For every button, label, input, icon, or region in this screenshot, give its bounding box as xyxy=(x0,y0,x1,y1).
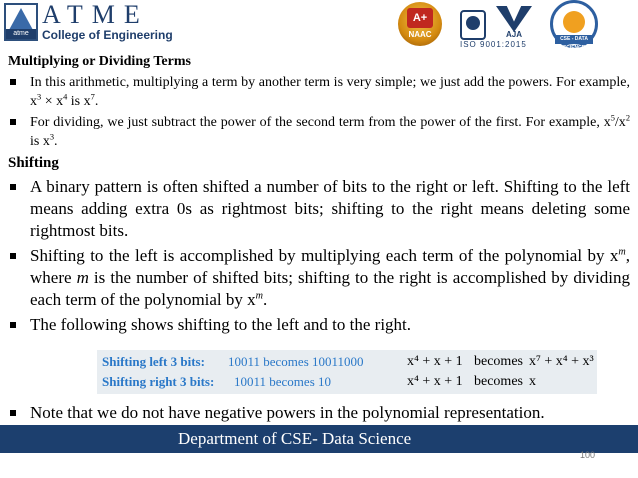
bullet-no-negative: Note that we do not have negative powers in the polynomial representation. xyxy=(8,402,630,424)
department-seal-icon xyxy=(550,0,598,51)
slide-content xyxy=(8,53,630,336)
row2-result: x xyxy=(529,374,536,389)
atme-logo xyxy=(4,3,38,41)
ukas-badge-icon xyxy=(460,10,486,40)
header xyxy=(0,0,638,50)
seal-ribbon: CSE - DATA SCIENCE xyxy=(555,35,593,44)
row1-becomes: becomes xyxy=(474,354,523,369)
logo-tag: atme xyxy=(6,29,36,39)
naac-label: NAAC xyxy=(408,30,432,39)
page-number: 100 xyxy=(580,450,596,460)
naac-badge-icon xyxy=(398,2,442,46)
row1-poly: x⁴ + x + 1 xyxy=(407,354,463,369)
iso-label: ISO 9001:2015 xyxy=(460,40,527,49)
row1-label: Shifting left 3 bits: xyxy=(102,354,205,369)
bullet-following: The following shows shifting to the left and to the right. xyxy=(8,314,630,336)
heading-shifting: Shifting xyxy=(8,155,59,171)
department-label: Department of CSE- Data Science xyxy=(178,429,412,448)
row2-becomes: becomes xyxy=(474,374,523,389)
bullet-binary-shift: A binary pattern is often shifted a number of bits to the right or left. Shifting to the left means adding extra 0s as rightmost bits; shifting to the right means deleting some rightmost bits. xyxy=(8,176,630,242)
heading-multiplying: Multiplying or Dividing Terms xyxy=(8,54,191,69)
bullet-shift-left: Shifting to the left is accomplished by multiplying each term of the polynomial by $x^m$, where m is the number of shifted bits; shifting to the right is accomplished by dividing each term of the polynomial by $x^m$. xyxy=(8,245,630,311)
bullet-divide: For dividing, we just subtract the power of the second term from the power of the first. For example, $x^5/x^2$ is $x^3$. xyxy=(8,113,630,151)
footer-bar xyxy=(0,425,638,453)
bullet-multiply: In this arithmetic, multiplying a term by another term is very simple; we just add the powers. For example, $x^3 \times x^4$ is $x^7$. xyxy=(8,73,630,111)
row1-value: 10011 becomes 10011000 xyxy=(228,354,364,369)
aja-badge-icon xyxy=(492,6,536,40)
brand-title: ATME xyxy=(42,0,149,29)
aja-label: AJA xyxy=(505,30,522,39)
row2-poly: x⁴ + x + 1 xyxy=(407,374,463,389)
shift-examples-figure xyxy=(97,350,597,394)
row2-label: Shifting right 3 bits: xyxy=(102,374,215,389)
brand-subtitle: College of Engineering xyxy=(42,28,173,42)
row2-value: 10011 becomes 10 xyxy=(234,374,331,389)
row1-result: x⁷ + x⁴ + x³ xyxy=(529,354,594,369)
naac-grade: A+ xyxy=(407,8,433,28)
logo-triangle-icon xyxy=(9,8,33,30)
